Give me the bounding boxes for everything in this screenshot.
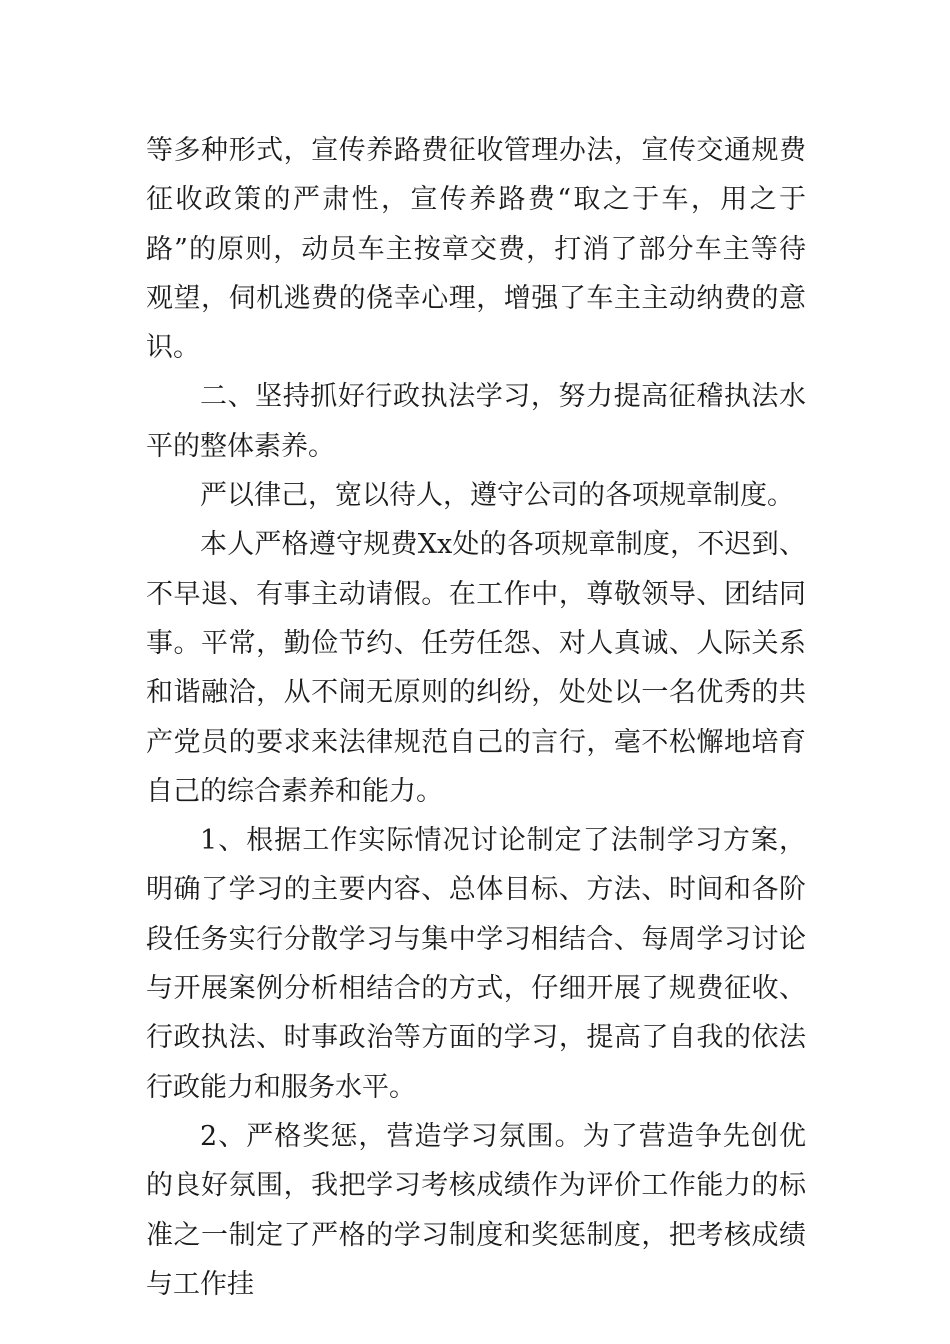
paragraph-6: 2、严格奖惩，营造学习氛围。为了营造争先创优的良好氛围，我把学习考核成绩作为评价工作能力的标准之一制定了严格的学习制度和奖惩制度，把考核成绩与工作挂 bbox=[146, 1120, 806, 1300]
paragraph-1: 等多种形式，宣传养路费征收管理办法，宣传交通规费征收政策的严肃性，宣传养路费“取之于车，用之于路”的原则，动员车主按章交费，打消了部分车主等待观望，伺机逃费的侥幸心理，增强了车主主动纳费的意识。 bbox=[146, 135, 806, 364]
document-body bbox=[146, 126, 806, 1309]
paragraph-5: 1、根据工作实际情况讨论制定了法制学习方案，明确了学习的主要内容、总体目标、方法、时间和各阶段任务实行分散学习与集中学习相结合、每周学习讨论与开展案例分析相结合的方式，仔细开展了规费征收、行政执法、时事政治等方面的学习，提高了自我的依法行政能力和服务水平。 bbox=[146, 825, 806, 1103]
paragraph-4: 本人严格遵守规费Xx处的各项规章制度，不迟到、不早退、有事主动请假。在工作中，尊敬领导、团结同事。平常，勤俭节约、任劳任怨、对人真诚、人际关系和谐融洽，从不闹无原则的纠纷，处处以一名优秀的共产党员的要求来法律规范自己的言行，毫不松懈地培育自己的综合素养和能力。 bbox=[146, 529, 806, 807]
paragraph-2-heading: 二、坚持抓好行政执法学习，努力提高征稽执法水平的整体素养。 bbox=[146, 381, 806, 462]
paragraph-3: 严以律己，宽以待人，遵守公司的各项规章制度。 bbox=[200, 480, 794, 512]
